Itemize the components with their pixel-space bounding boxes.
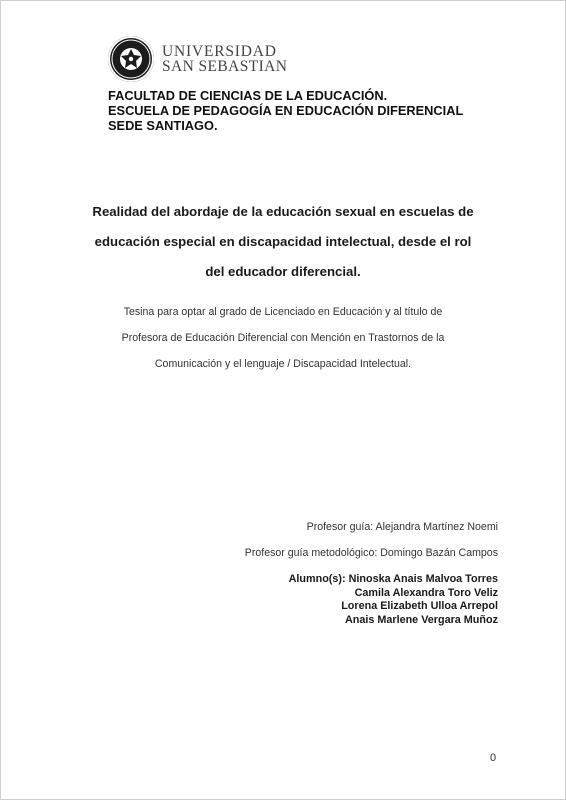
subtitle-line-3: Comunicación y el lenguaje / Discapacidad Intelectual.	[154, 358, 412, 370]
faculty-header	[108, 88, 463, 133]
students-list	[289, 573, 498, 627]
page-number: 0	[490, 752, 497, 764]
methodology-advisor: Profesor guía metodológico: Domingo Bazán Campos	[244, 547, 498, 559]
title-line-2: educación especial en discapacidad intelectual, desde el rol	[94, 234, 472, 249]
student-line: Anais Marlene Vergara Muñoz	[344, 613, 498, 626]
university-logo	[108, 36, 287, 82]
logo-line-1: UNIVERSIDAD	[162, 43, 277, 60]
logo-line-2: SAN SEBASTIAN	[162, 58, 288, 75]
thesis-subtitle	[60, 299, 506, 377]
title-line-3: del educador diferencial.	[205, 264, 361, 279]
faculty-line: FACULTAD DE CIENCIAS DE LA EDUCACIÓN.	[108, 88, 388, 103]
subtitle-line-1: Tesina para optar al grado de Licenciado en Educación y al título de	[123, 306, 443, 318]
guide-advisor: Profesor guía: Alejandra Martínez Noemi	[306, 521, 498, 533]
school-line: ESCUELA DE PEDAGOGÍA EN EDUCACIÓN DIFERENCIAL	[108, 103, 464, 118]
student-line: Alumno(s): Ninoska Anais Malvoa Torres	[288, 573, 498, 585]
campus-line: SEDE SANTIAGO.	[108, 118, 218, 133]
subtitle-line-2: Profesora de Educación Diferencial con Mención en Trastornos de la	[121, 332, 445, 344]
logo-wordmark	[162, 44, 287, 74]
title-line-1: Realidad del abordaje de la educación sexual en escuelas de	[92, 204, 474, 219]
thesis-title	[60, 197, 506, 287]
university-seal-icon	[108, 36, 154, 82]
student-line: Camila Alexandra Toro Veliz	[354, 586, 498, 599]
student-line: Lorena Elizabeth Ulloa Arrepol	[341, 600, 498, 612]
